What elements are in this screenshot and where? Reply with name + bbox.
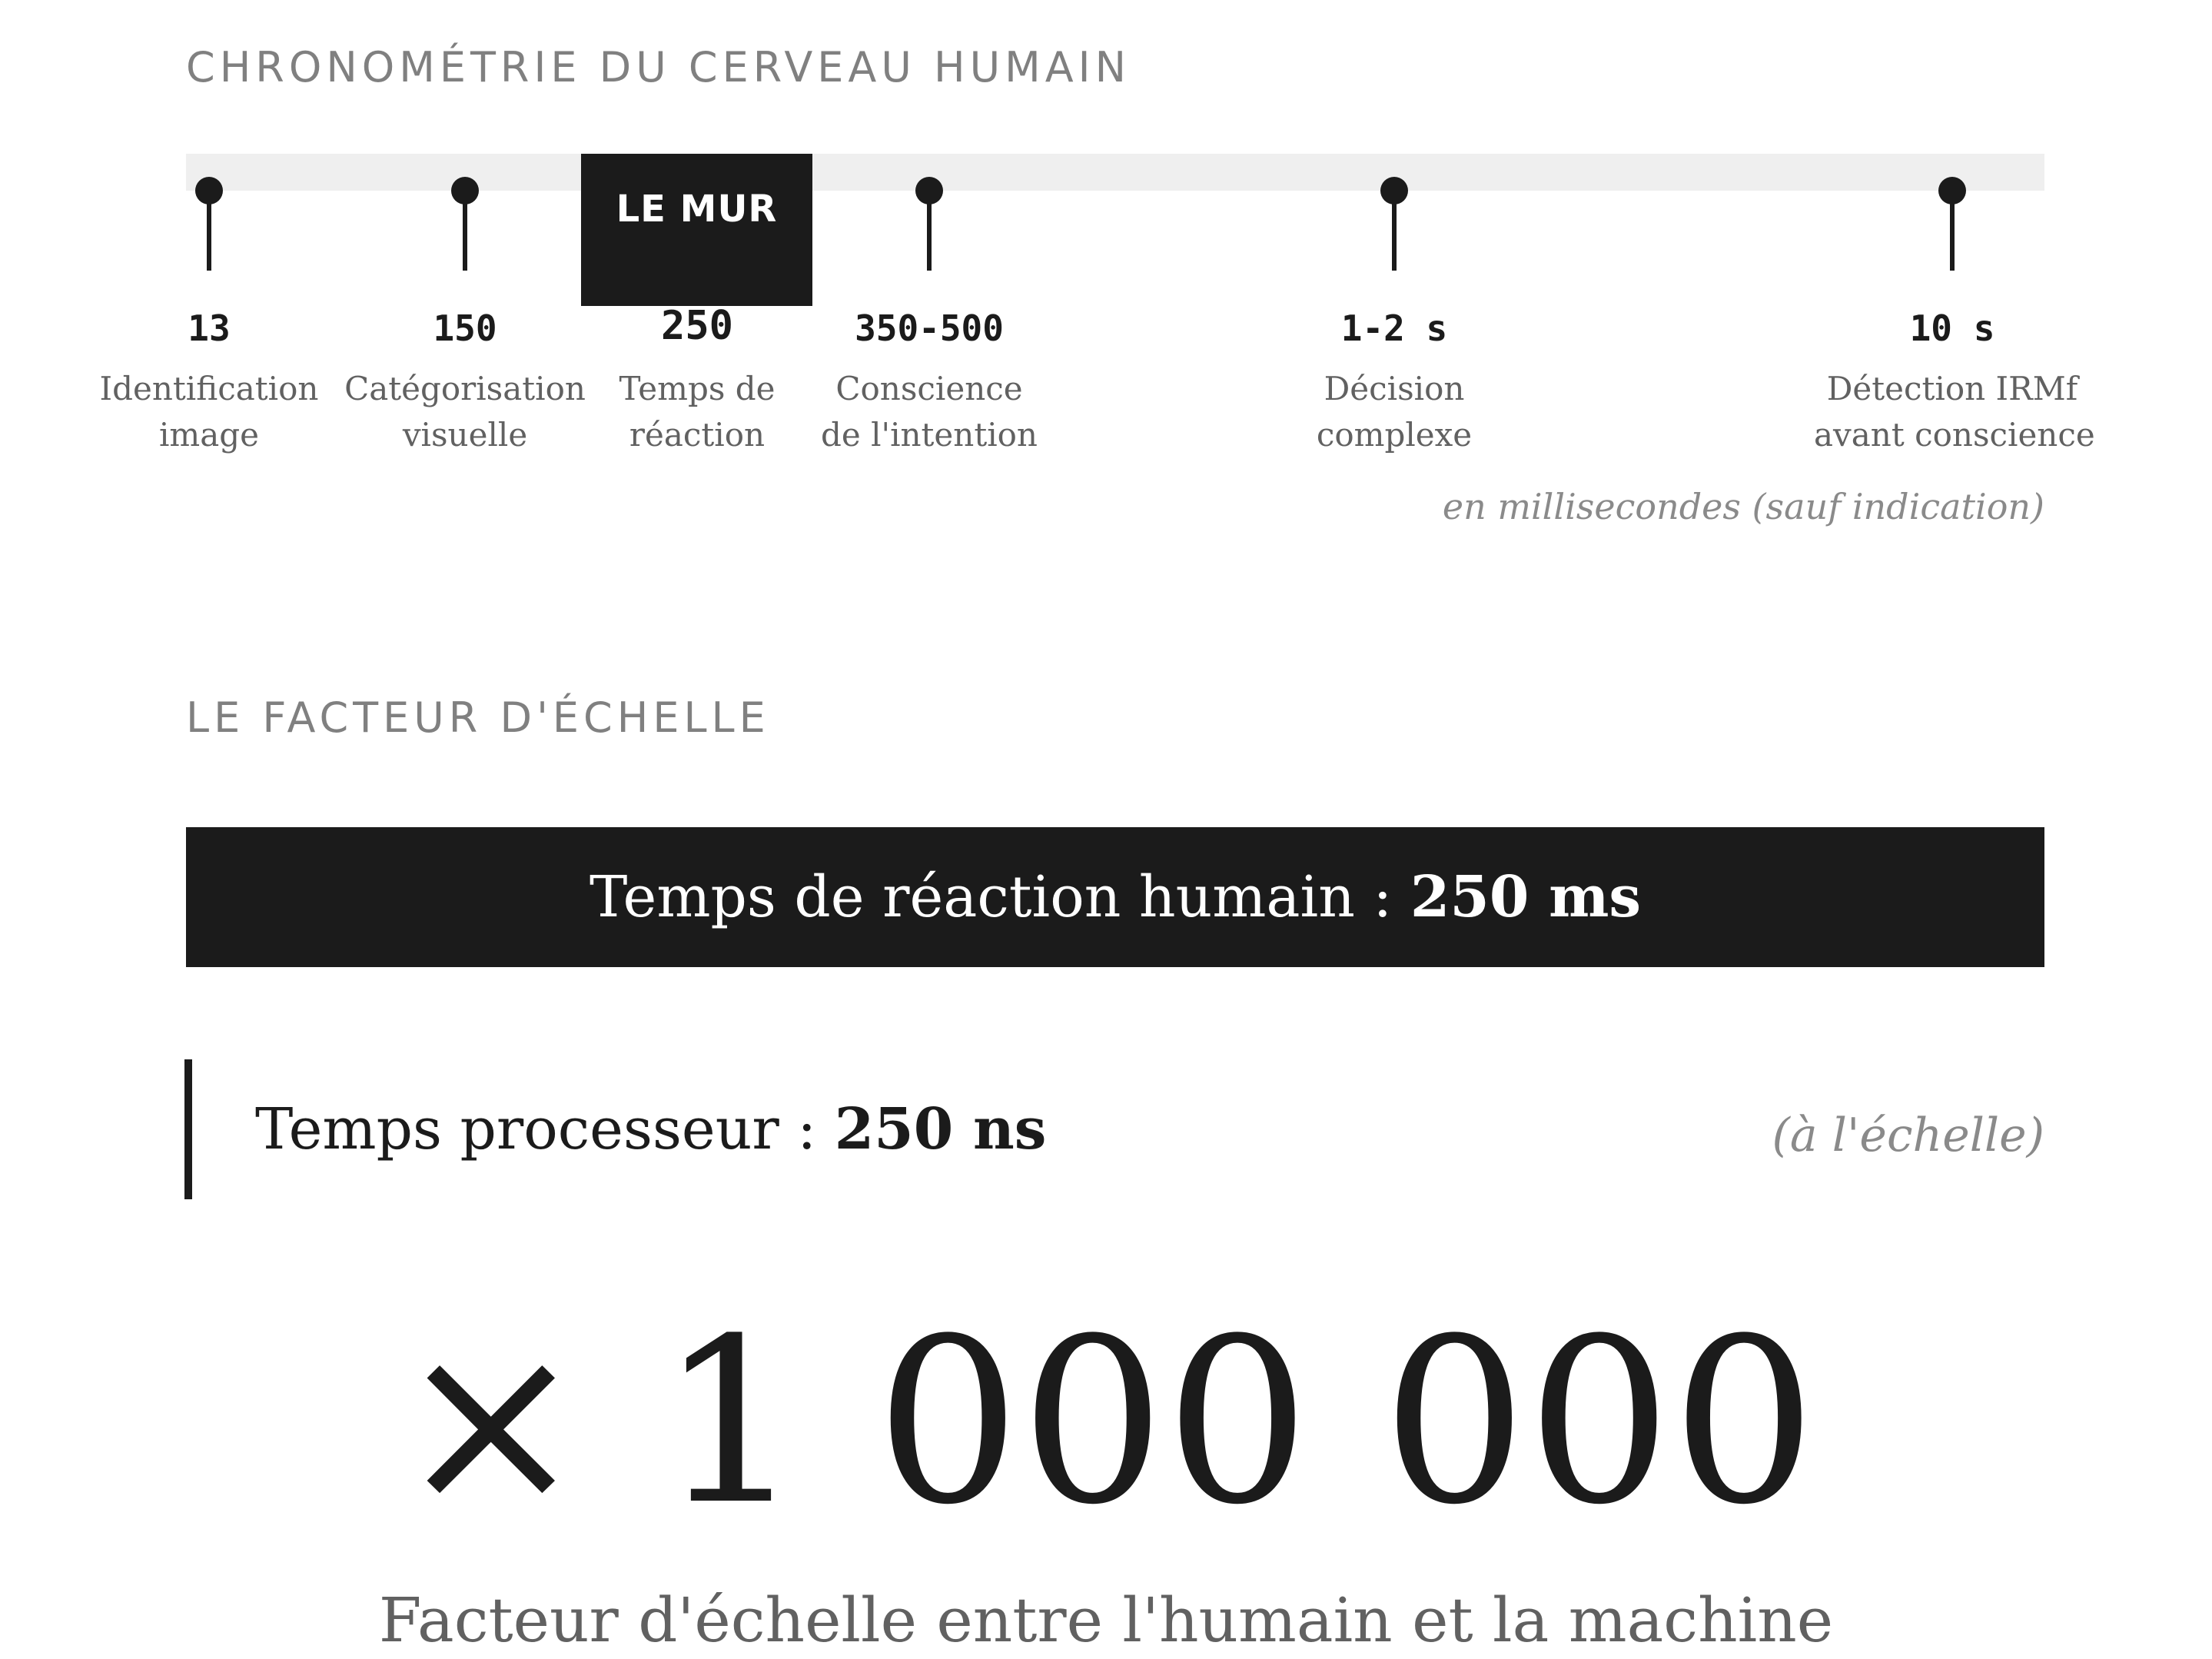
processor-row-border bbox=[184, 1059, 192, 1199]
scale-factor-caption: Facteur d'échelle entre l'humain et la machine bbox=[378, 1584, 1834, 1656]
human-reaction-value: 250 ms bbox=[1410, 864, 1642, 930]
unit-note: en millisecondes (sauf indication) bbox=[1442, 486, 2044, 527]
event-value: 350-500 bbox=[855, 308, 1004, 349]
event-label: Conscience de l'intention bbox=[821, 370, 1038, 454]
event-value: 10 s bbox=[1909, 308, 1995, 349]
processor-label: Temps processeur : bbox=[255, 1096, 835, 1162]
event-label: Identification image bbox=[99, 370, 319, 454]
processor-value: 250 ns bbox=[834, 1096, 1047, 1162]
human-reaction-label: Temps de réaction humain : bbox=[589, 864, 1410, 930]
event-value: 250 bbox=[661, 303, 733, 349]
human-reaction-bar bbox=[186, 827, 2044, 967]
processor-row bbox=[184, 1059, 2044, 1199]
wall-block bbox=[581, 154, 812, 306]
wall-label: LE MUR bbox=[616, 188, 778, 231]
event-value: 13 bbox=[188, 308, 231, 349]
event-value: 1-2 s bbox=[1340, 308, 1448, 349]
event-label: Temps de réaction bbox=[619, 370, 776, 454]
event-value: 150 bbox=[433, 308, 497, 349]
scale-factor: × 1 000 000 bbox=[395, 1289, 1817, 1554]
event-label: Catégorisation visuelle bbox=[344, 370, 586, 454]
event-label: Décision complexe bbox=[1316, 370, 1473, 454]
processor-note: (à l'échelle) bbox=[1772, 1109, 2044, 1162]
event-label: Détection IRMf avant conscience bbox=[1814, 370, 2095, 454]
timeline-title: CHRONOMÉTRIE DU CERVEAU HUMAIN bbox=[186, 43, 1131, 91]
scale-title: LE FACTEUR D'ÉCHELLE bbox=[186, 693, 770, 742]
